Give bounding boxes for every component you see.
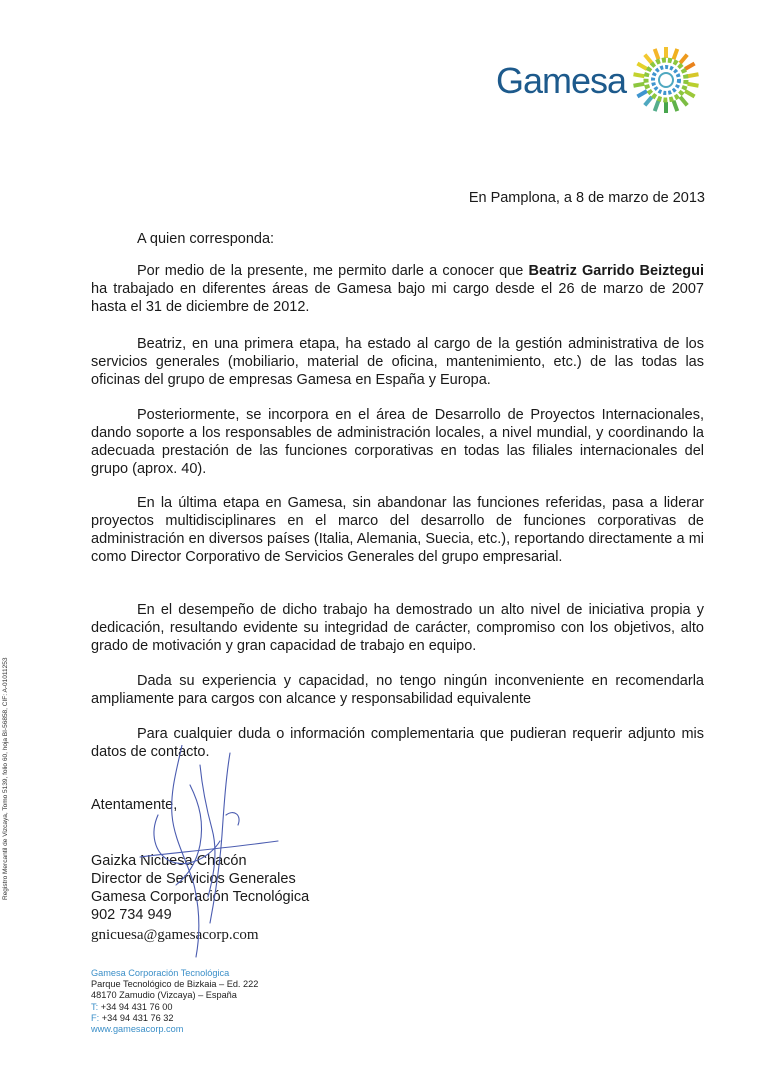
paragraph-1-intro: Por medio de la presente, me permito darle a conocer que: [137, 263, 529, 279]
footer-fax-value: +34 94 431 76 32: [101, 1012, 174, 1023]
footer-fax: [91, 1013, 258, 1024]
footer-address-2: 48170 Zamudio (Vizcaya) – España: [91, 990, 237, 1001]
paragraph-7: Para cualquier duda o información complementaria que pudieran requerir adjunto mis datos de contacto.: [91, 726, 704, 760]
footer-tel: [91, 1002, 258, 1013]
footer-tel-label: T:: [91, 1001, 99, 1012]
signer-block: [91, 852, 309, 944]
paragraph-5: En el desempeño de dicho trabajo ha demostrado un alto nivel de iniciativa propia y dedicación, resultando evidente su integridad de carácter, compromiso con los objetivos, alto grado de motivación y gran capacidad de trabajo en equipo.: [91, 602, 704, 654]
company-logo: [496, 46, 716, 116]
signer-phone: 902 734 949: [91, 907, 172, 923]
letter-footer: [91, 968, 258, 1035]
paragraph-1: [91, 262, 704, 316]
paragraph-3: Posteriormente, se incorpora en el área de Desarrollo de Proyectos Internacionales, dando soporte a los responsables de administración locales, a nivel mundial, y coordinando la adecuada prestación de las funciones corporativas en todas las filiales internacionales del grupo (aprox. 40).: [91, 407, 704, 477]
footer-address-1: Parque Tecnológico de Bizkaia – Ed. 222: [91, 979, 259, 990]
logo-wordmark: Gamesa: [496, 60, 627, 101]
employee-name: Beatriz Garrido Beiztegui: [528, 263, 704, 279]
signer-company: Gamesa Corporación Tecnológica: [91, 889, 310, 905]
letter-date: En Pamplona, a 8 de marzo de 2013: [468, 190, 705, 206]
signer-name: Gaizka Nicuesa Chacón: [91, 853, 247, 869]
signer-title: Director de Servicios Generales: [91, 871, 296, 887]
paragraph-1-rest: ha trabajado en diferentes áreas de Gamesa bajo mi cargo desde el 26 de marzo de 2007 hasta el 31 de diciembre de 2012.: [91, 281, 704, 315]
gamesa-sun-icon: [632, 46, 700, 114]
registry-info: Registro Mercantil de Vizcaya, Tomo 5139, folio 60, hoja BI-56858, CIF: A-01011253: [2, 657, 9, 900]
footer-company: Gamesa Corporación Tecnológica: [91, 968, 230, 978]
signer-email: gnicuesa@gamesacorp.com: [91, 927, 259, 943]
closing: Atentamente,: [91, 797, 178, 813]
salutation: A quien corresponda:: [137, 231, 275, 247]
footer-tel-value: +34 94 431 76 00: [100, 1001, 173, 1012]
footer-web-link[interactable]: www.gamesacorp.com: [91, 1024, 184, 1035]
footer-fax-label: F:: [91, 1012, 100, 1023]
paragraph-4: En la última etapa en Gamesa, sin abandonar las funciones referidas, pasa a liderar proyectos multidisciplinares en el marco del desarrollo de funciones corporativas de administración en diversos países (Italia, Alemania, Suecia, etc.), reportando directamente a mi como Director Corporativo de Servicios Generales del grupo empresarial.: [91, 495, 704, 565]
paragraph-2: Beatriz, en una primera etapa, ha estado al cargo de la gestión administrativa de los servicios generales (mobiliario, material de oficina, mantenimiento, etc.) de las todas las oficinas del grupo de empresas Gamesa en España y Europa.: [91, 336, 704, 388]
paragraph-6: Dada su experiencia y capacidad, no tengo ningún inconveniente en recomendarla ampliamente para cargos con alcance y responsabilidad equivalente: [91, 673, 704, 707]
